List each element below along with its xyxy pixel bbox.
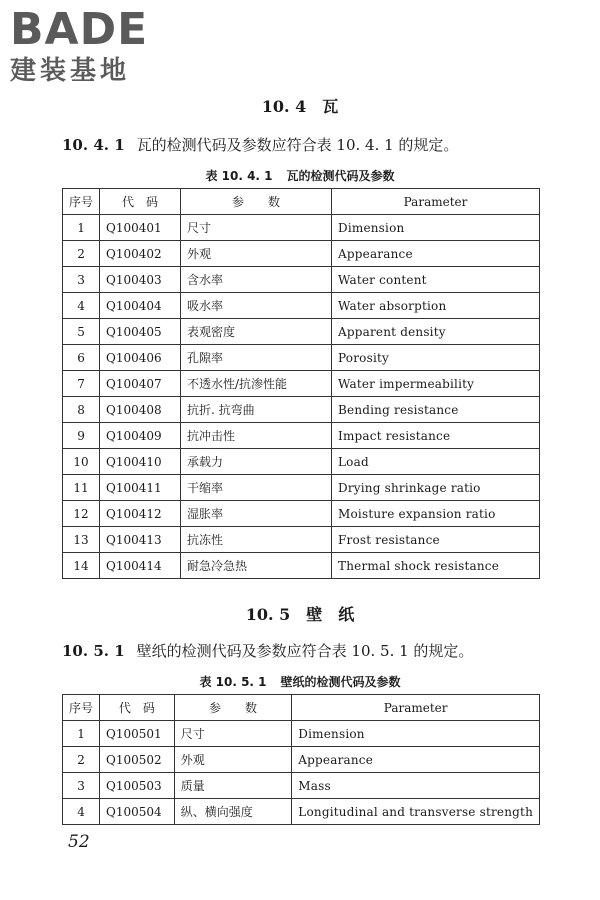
row-code: Q100411 — [100, 475, 181, 501]
row-index: 3 — [63, 773, 100, 799]
row-param-en: Bending resistance — [332, 397, 540, 423]
row-param-cn: 表观密度 — [181, 319, 332, 345]
row-index: 11 — [63, 475, 100, 501]
wallpaper-parameter-table — [62, 694, 540, 825]
table-row — [63, 501, 540, 527]
table-row — [63, 449, 540, 475]
row-param-cn: 干缩率 — [181, 475, 332, 501]
row-param-cn: 孔隙率 — [181, 345, 332, 371]
row-param-cn: 外观 — [181, 241, 332, 267]
table-row — [63, 345, 540, 371]
table-caption-10-5-1 — [0, 673, 600, 690]
row-code: Q100405 — [100, 319, 181, 345]
table-row — [63, 319, 540, 345]
table-body — [63, 215, 540, 579]
row-code: Q100402 — [100, 241, 181, 267]
row-param-cn: 不透水性/抗渗性能 — [181, 371, 332, 397]
row-code: Q100408 — [100, 397, 181, 423]
row-param-en: Apparent density — [332, 319, 540, 345]
row-code: Q100413 — [100, 527, 181, 553]
table-row — [63, 799, 540, 825]
row-param-en: Dimension — [292, 721, 540, 747]
table-row — [63, 721, 540, 747]
row-index: 5 — [63, 319, 100, 345]
clause-number: 10. 4. 1 — [62, 136, 125, 154]
section-number: 10. 5 — [245, 605, 291, 624]
row-param-cn: 外观 — [174, 747, 292, 773]
table-row — [63, 527, 540, 553]
row-index: 1 — [63, 215, 100, 241]
header-param-en: Parameter — [332, 189, 540, 215]
table-row — [63, 423, 540, 449]
row-code: Q100414 — [100, 553, 181, 579]
header-param-en: Parameter — [292, 695, 540, 721]
row-param-en: Drying shrinkage ratio — [332, 475, 540, 501]
table-row — [63, 371, 540, 397]
table-header-row — [63, 189, 540, 215]
header-param-cn: 参 数 — [181, 189, 332, 215]
clause-10-5-1 — [62, 640, 473, 661]
row-index: 13 — [63, 527, 100, 553]
row-code: Q100410 — [100, 449, 181, 475]
row-param-cn: 湿胀率 — [181, 501, 332, 527]
header-param-cn: 参 数 — [174, 695, 292, 721]
row-code: Q100403 — [100, 267, 181, 293]
row-index: 10 — [63, 449, 100, 475]
row-index: 2 — [63, 747, 100, 773]
row-param-cn: 含水率 — [181, 267, 332, 293]
row-index: 3 — [63, 267, 100, 293]
table-caption-10-4-1 — [0, 167, 600, 184]
row-param-en: Longitudinal and transverse strength — [292, 799, 540, 825]
row-index: 4 — [63, 293, 100, 319]
row-code: Q100409 — [100, 423, 181, 449]
table-row — [63, 475, 540, 501]
row-param-en: Moisture expansion ratio — [332, 501, 540, 527]
header-index: 序号 — [63, 189, 100, 215]
row-code: Q100503 — [100, 773, 175, 799]
table-caption-text: 壁纸的检测代码及参数 — [280, 675, 401, 689]
row-code: Q100412 — [100, 501, 181, 527]
header-code: 代 码 — [100, 189, 181, 215]
row-index: 8 — [63, 397, 100, 423]
header-code: 代 码 — [100, 695, 175, 721]
table-row — [63, 267, 540, 293]
row-param-cn: 承载力 — [181, 449, 332, 475]
row-param-en: Water absorption — [332, 293, 540, 319]
table-body — [63, 721, 540, 825]
row-param-cn: 尺寸 — [174, 721, 292, 747]
row-param-en: Appearance — [292, 747, 540, 773]
bade-logo — [10, 4, 180, 86]
section-heading-10-4 — [0, 94, 600, 117]
row-index: 9 — [63, 423, 100, 449]
row-param-cn: 耐急冷急热 — [181, 553, 332, 579]
row-code: Q100501 — [100, 721, 175, 747]
table-row — [63, 773, 540, 799]
row-param-cn: 纵、横向强度 — [174, 799, 292, 825]
clause-text: 瓦的检测代码及参数应符合表 10. 4. 1 的规定。 — [136, 136, 459, 154]
section-title: 壁 纸 — [306, 605, 355, 624]
row-index: 1 — [63, 721, 100, 747]
table-row — [63, 241, 540, 267]
row-code: Q100406 — [100, 345, 181, 371]
row-index: 14 — [63, 553, 100, 579]
row-code: Q100407 — [100, 371, 181, 397]
row-code: Q100404 — [100, 293, 181, 319]
row-param-en: Frost resistance — [332, 527, 540, 553]
section-number: 10. 4 — [261, 97, 307, 116]
row-param-en: Dimension — [332, 215, 540, 241]
row-index: 7 — [63, 371, 100, 397]
row-index: 2 — [63, 241, 100, 267]
tile-parameter-table — [62, 188, 540, 579]
clause-10-4-1 — [62, 134, 458, 155]
table-caption-text: 瓦的检测代码及参数 — [286, 169, 395, 183]
table-header-row — [63, 695, 540, 721]
row-param-en: Water impermeability — [332, 371, 540, 397]
row-index: 12 — [63, 501, 100, 527]
table-row — [63, 397, 540, 423]
logo-brand-text: BADE — [10, 4, 149, 55]
row-param-en: Porosity — [332, 345, 540, 371]
row-param-cn: 抗冲击性 — [181, 423, 332, 449]
row-param-en: Appearance — [332, 241, 540, 267]
table-row — [63, 293, 540, 319]
row-index: 4 — [63, 799, 100, 825]
row-param-en: Impact resistance — [332, 423, 540, 449]
row-param-en: Mass — [292, 773, 540, 799]
row-param-cn: 尺寸 — [181, 215, 332, 241]
table-row — [63, 553, 540, 579]
row-code: Q100504 — [100, 799, 175, 825]
clause-text: 壁纸的检测代码及参数应符合表 10. 5. 1 的规定。 — [136, 642, 474, 660]
page-number: 52 — [68, 832, 90, 852]
section-title: 瓦 — [322, 97, 339, 116]
header-index: 序号 — [63, 695, 100, 721]
row-param-cn: 抗冻性 — [181, 527, 332, 553]
table-caption-number: 表 10. 5. 1 — [199, 675, 267, 689]
row-index: 6 — [63, 345, 100, 371]
row-param-cn: 抗折. 抗弯曲 — [181, 397, 332, 423]
table-caption-number: 表 10. 4. 1 — [205, 169, 273, 183]
clause-number: 10. 5. 1 — [62, 642, 125, 660]
table-row — [63, 215, 540, 241]
table-row — [63, 747, 540, 773]
row-code: Q100502 — [100, 747, 175, 773]
row-param-cn: 吸水率 — [181, 293, 332, 319]
row-param-en: Water content — [332, 267, 540, 293]
row-param-en: Thermal shock resistance — [332, 553, 540, 579]
row-param-cn: 质量 — [174, 773, 292, 799]
row-param-en: Load — [332, 449, 540, 475]
section-heading-10-5 — [0, 602, 600, 625]
logo-subtitle: 建装基地 — [10, 56, 131, 86]
row-code: Q100401 — [100, 215, 181, 241]
